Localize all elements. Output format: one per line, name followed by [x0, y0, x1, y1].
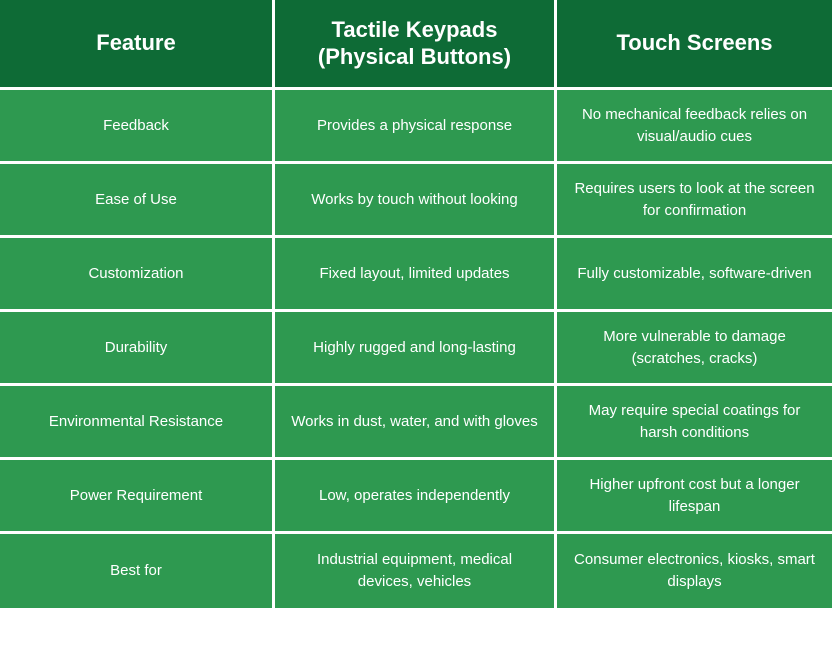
cell-touch: No mechanical feedback relies on visual/audio cues [557, 90, 832, 164]
cell-feature: Environmental Resistance [0, 386, 275, 460]
column-header-tactile-keypads-line-2: (Physical Buttons) [317, 43, 512, 69]
column-header-tactile-keypads [275, 0, 557, 90]
cell-touch: Consumer electronics, kiosks, smart displays [557, 534, 832, 608]
cell-feature: Best for [0, 534, 275, 608]
table-header-row [0, 0, 832, 90]
table-row [0, 238, 832, 312]
column-header-touch-screens-line-1: Touch Screens [616, 30, 773, 56]
cell-touch: May require special coatings for harsh conditions [557, 386, 832, 460]
cell-tactile: Highly rugged and long-lasting [275, 312, 557, 386]
table-row [0, 164, 832, 238]
cell-tactile: Low, operates independently [275, 460, 557, 534]
table-row [0, 534, 832, 608]
table-row [0, 460, 832, 534]
cell-touch: More vulnerable to damage (scratches, cracks) [557, 312, 832, 386]
column-header-feature-line-1: Feature [96, 30, 176, 56]
cell-feature: Ease of Use [0, 164, 275, 238]
table-header [0, 0, 832, 90]
table-row [0, 312, 832, 386]
table-row [0, 386, 832, 460]
cell-tactile: Provides a physical response [275, 90, 557, 164]
cell-tactile: Works by touch without looking [275, 164, 557, 238]
cell-feature: Customization [0, 238, 275, 312]
cell-touch: Higher upfront cost but a longer lifespan [557, 460, 832, 534]
cell-feature: Durability [0, 312, 275, 386]
cell-touch: Requires users to look at the screen for confirmation [557, 164, 832, 238]
cell-touch: Fully customizable, software-driven [557, 238, 832, 312]
cell-feature: Power Requirement [0, 460, 275, 534]
column-header-feature [0, 0, 275, 90]
column-header-touch-screens [557, 0, 832, 90]
table-row [0, 90, 832, 164]
table-body [0, 90, 832, 608]
cell-tactile: Works in dust, water, and with gloves [275, 386, 557, 460]
cell-feature: Feedback [0, 90, 275, 164]
cell-tactile: Industrial equipment, medical devices, vehicles [275, 534, 557, 608]
column-header-tactile-keypads-line-1: Tactile Keypads [331, 16, 498, 42]
cell-tactile: Fixed layout, limited updates [275, 238, 557, 312]
